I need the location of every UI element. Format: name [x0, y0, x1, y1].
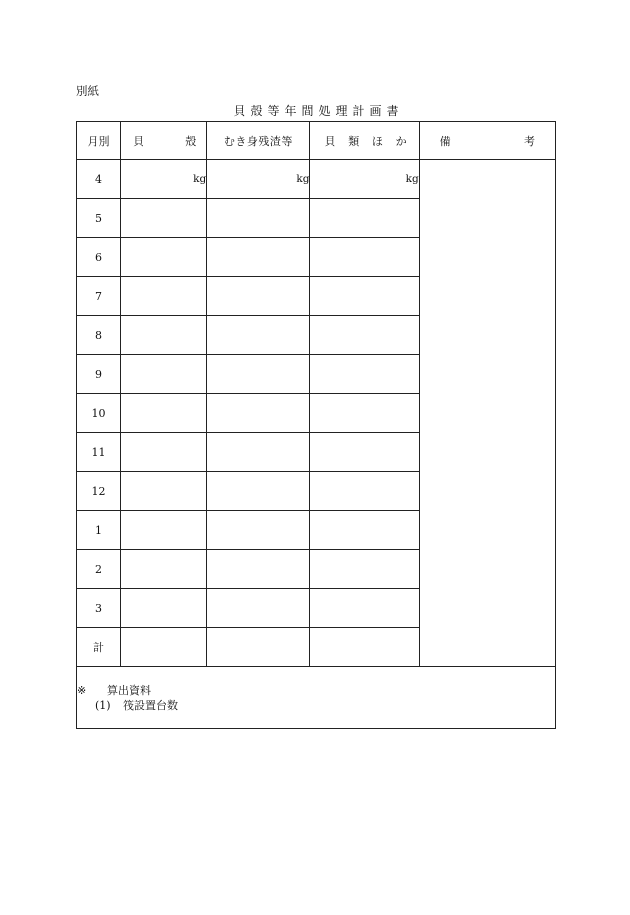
- shell-amount-cell[interactable]: [121, 550, 207, 589]
- other-amount-cell[interactable]: [310, 160, 419, 199]
- shell-amount-cell[interactable]: [121, 511, 207, 550]
- residue-amount-cell[interactable]: [207, 160, 310, 199]
- residue-column-header: むき身残渣等: [207, 122, 310, 160]
- unit-label: kg: [296, 173, 310, 185]
- month-cell: 9: [77, 355, 121, 394]
- other-amount-cell[interactable]: [310, 316, 419, 355]
- notes-title: 算出資料: [107, 683, 151, 697]
- residue-amount-cell[interactable]: [207, 238, 310, 277]
- month-cell: 5: [77, 199, 121, 238]
- other-amount-cell[interactable]: [310, 355, 419, 394]
- shell-amount-cell[interactable]: [121, 160, 207, 199]
- notes-title-line: [77, 683, 555, 698]
- month-column-header: 月別: [77, 122, 121, 160]
- residue-total-cell[interactable]: [207, 628, 310, 667]
- shell-amount-cell[interactable]: [121, 199, 207, 238]
- shell-amount-cell[interactable]: [121, 316, 207, 355]
- other-header-char: 貝: [324, 134, 336, 148]
- other-amount-cell[interactable]: [310, 394, 419, 433]
- document-title: 貝殻等年間処理計画書: [233, 104, 404, 118]
- other-amount-cell[interactable]: [310, 277, 419, 316]
- other-amount-cell[interactable]: [310, 433, 419, 472]
- residue-amount-cell[interactable]: [207, 472, 310, 511]
- month-cell: 6: [77, 238, 121, 277]
- residue-amount-cell[interactable]: [207, 589, 310, 628]
- reference-mark: ※: [77, 683, 87, 697]
- shell-total-cell[interactable]: [121, 628, 207, 667]
- other-header-char: か: [395, 134, 407, 148]
- residue-amount-cell[interactable]: [207, 511, 310, 550]
- residue-amount-cell[interactable]: [207, 394, 310, 433]
- residue-amount-cell[interactable]: [207, 550, 310, 589]
- annual-disposal-plan-table: [76, 121, 556, 729]
- notes-row: [77, 667, 556, 729]
- month-cell: 8: [77, 316, 121, 355]
- notes-cell: [77, 667, 556, 729]
- residue-amount-cell[interactable]: [207, 199, 310, 238]
- other-amount-cell[interactable]: [310, 199, 419, 238]
- shell-amount-cell[interactable]: [121, 238, 207, 277]
- notes-item-text: 筏設置台数: [123, 698, 178, 712]
- month-cell: 12: [77, 472, 121, 511]
- month-cell: 10: [77, 394, 121, 433]
- other-header-char: ほ: [371, 134, 383, 148]
- shell-amount-cell[interactable]: [121, 589, 207, 628]
- header-row: [77, 122, 556, 160]
- residue-amount-cell[interactable]: [207, 355, 310, 394]
- other-amount-cell[interactable]: [310, 472, 419, 511]
- shell-header-char: 殻: [185, 134, 197, 148]
- other-total-cell[interactable]: [310, 628, 419, 667]
- unit-label: kg: [193, 173, 207, 185]
- month-cell: 3: [77, 589, 121, 628]
- notes-item-index: (1): [95, 698, 111, 712]
- month-cell: 11: [77, 433, 121, 472]
- month-cell: 7: [77, 277, 121, 316]
- month-cell: 2: [77, 550, 121, 589]
- remarks-cell[interactable]: [419, 160, 555, 667]
- shell-amount-cell[interactable]: [121, 277, 207, 316]
- residue-amount-cell[interactable]: [207, 433, 310, 472]
- other-header-char: 類: [348, 134, 360, 148]
- shell-amount-cell[interactable]: [121, 355, 207, 394]
- shell-amount-cell[interactable]: [121, 433, 207, 472]
- attachment-label: 別紙: [76, 84, 99, 98]
- table-row: [77, 160, 556, 199]
- other-amount-cell[interactable]: [310, 589, 419, 628]
- shell-column-header: [121, 122, 207, 160]
- remarks-column-header: [419, 122, 555, 160]
- other-shellfish-column-header: [310, 122, 419, 160]
- shell-amount-cell[interactable]: [121, 394, 207, 433]
- residue-amount-cell[interactable]: [207, 316, 310, 355]
- other-amount-cell[interactable]: [310, 550, 419, 589]
- month-cell: 4: [77, 160, 121, 199]
- remarks-header-char: 考: [524, 134, 535, 148]
- shell-header-char: 貝: [133, 134, 145, 148]
- residue-amount-cell[interactable]: [207, 277, 310, 316]
- month-cell: 1: [77, 511, 121, 550]
- total-label-cell: 計: [77, 628, 121, 667]
- shell-amount-cell[interactable]: [121, 472, 207, 511]
- other-amount-cell[interactable]: [310, 238, 419, 277]
- notes-item: [77, 698, 555, 713]
- remarks-header-char: 備: [439, 134, 451, 148]
- unit-label: kg: [405, 173, 419, 185]
- other-amount-cell[interactable]: [310, 511, 419, 550]
